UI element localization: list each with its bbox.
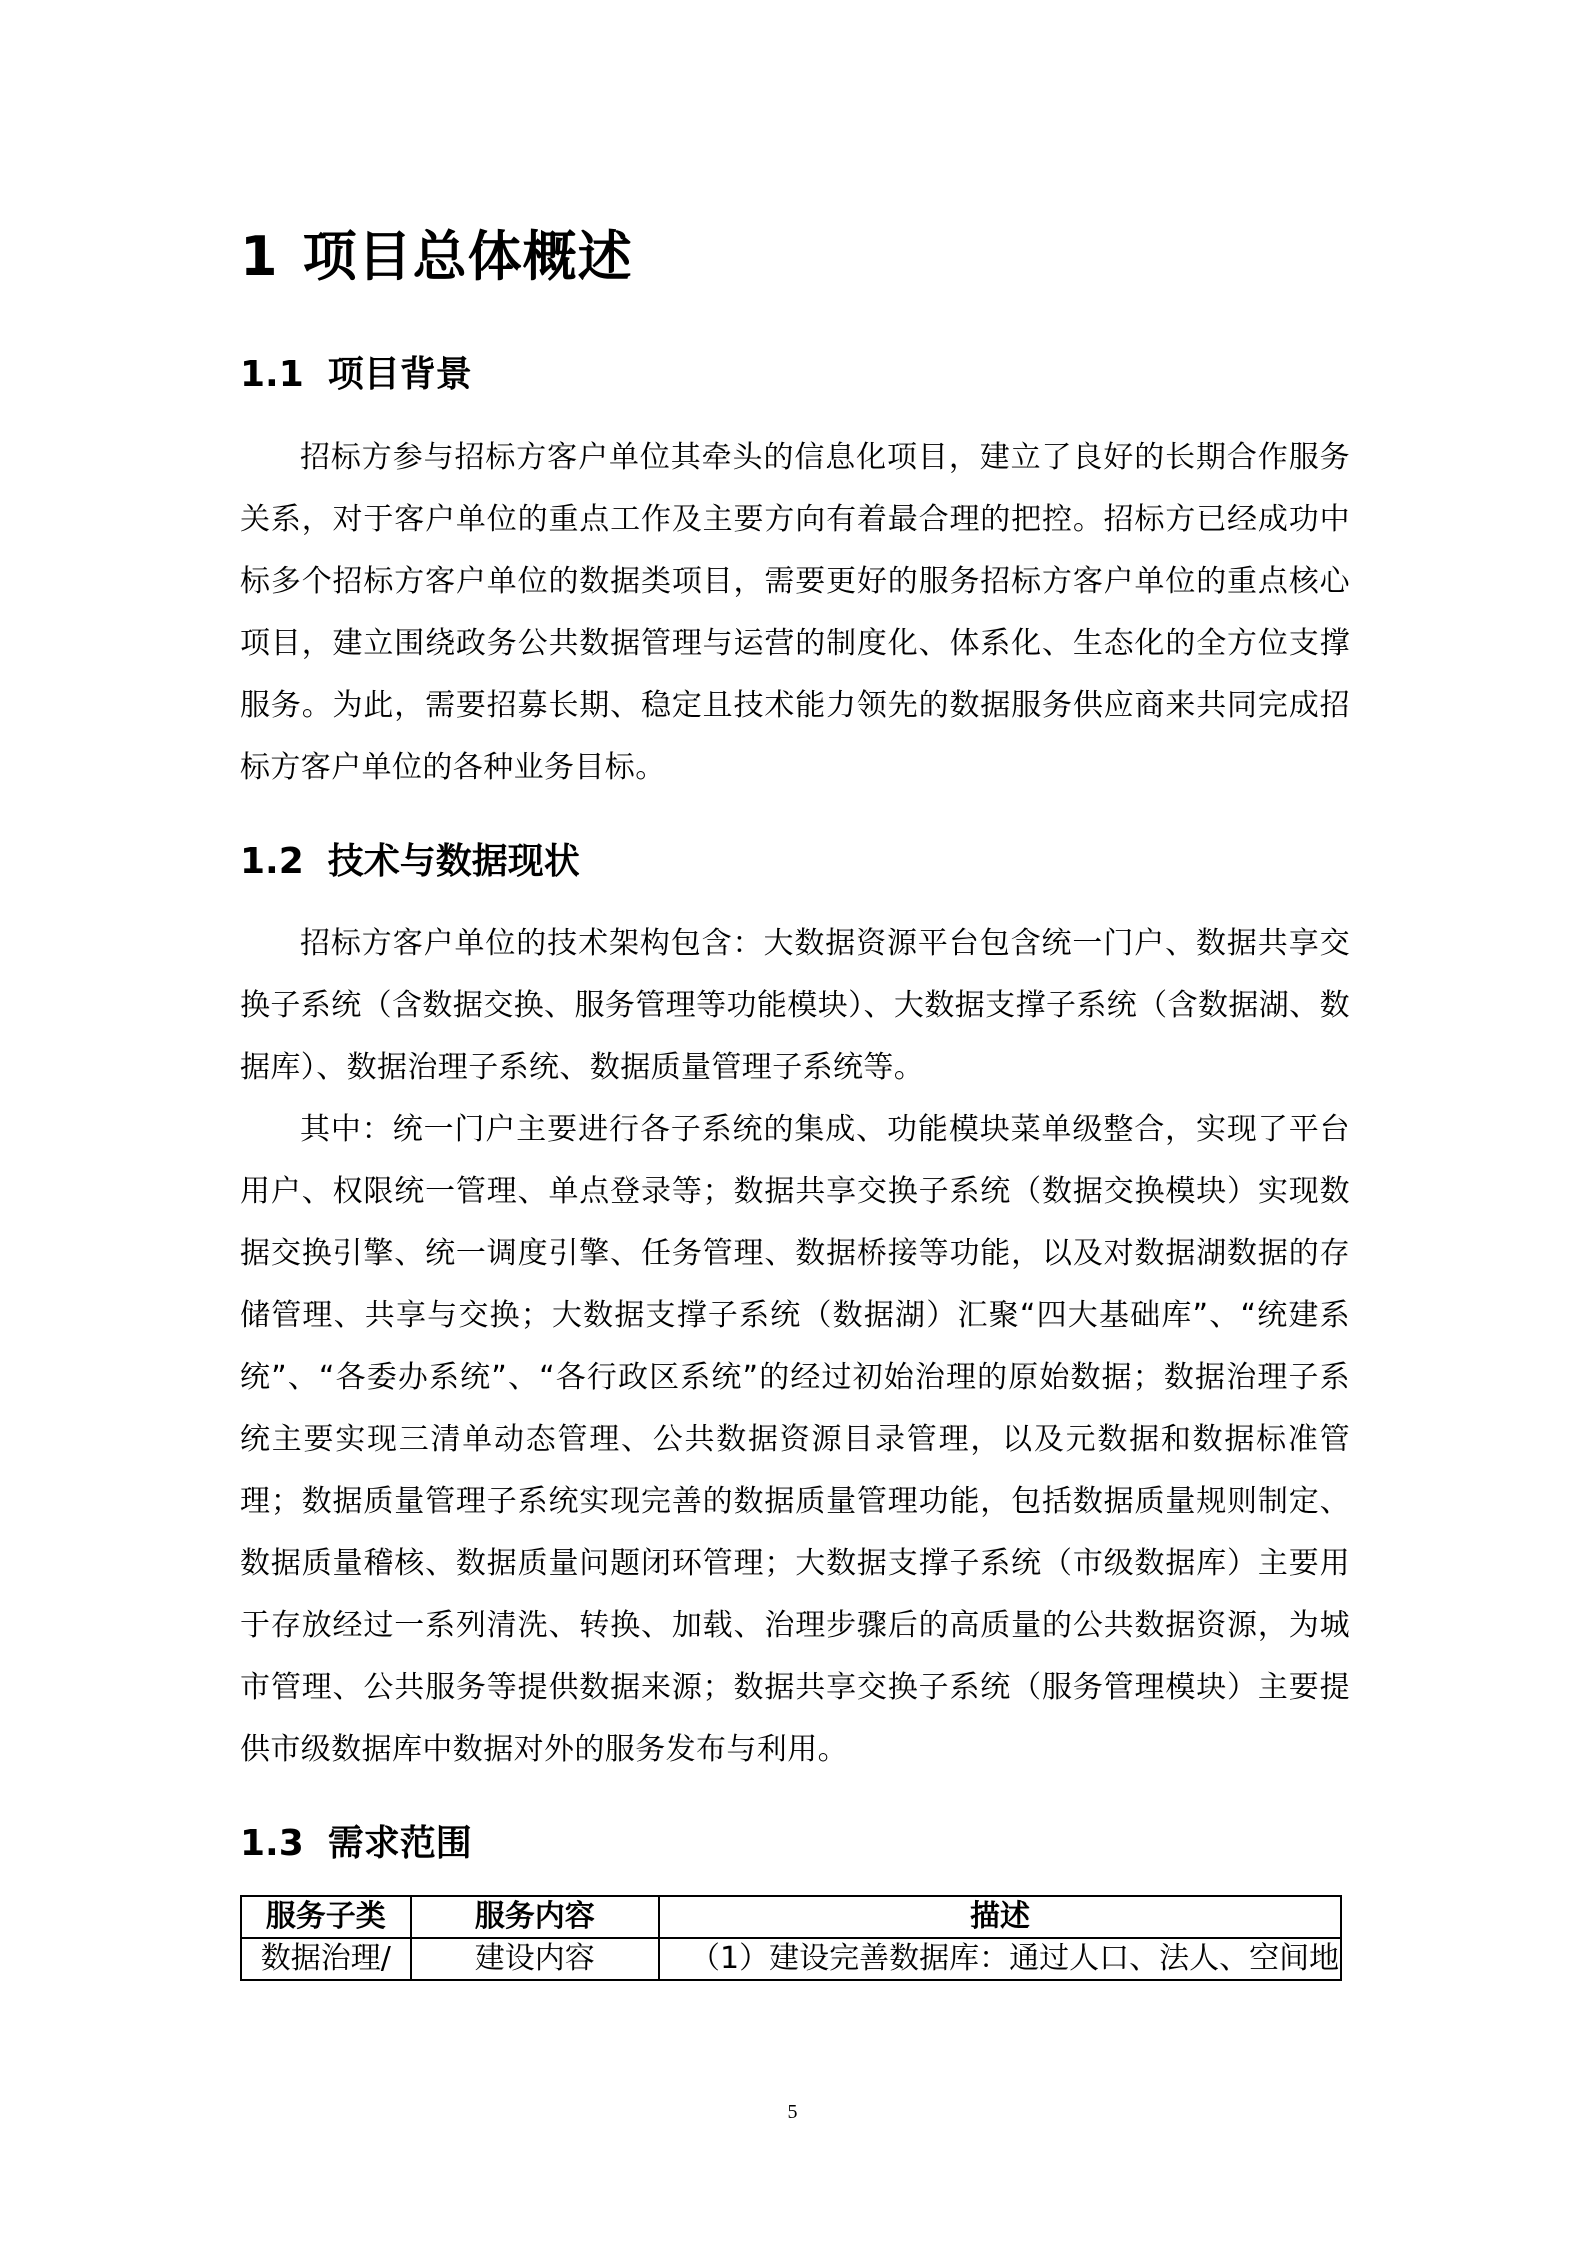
table-row — [241, 1938, 1341, 1980]
table-header-cell: 描述 — [659, 1896, 1341, 1938]
section-title: 技术与数据现状 — [327, 841, 580, 882]
table-header-row — [241, 1896, 1341, 1938]
section-number: 1.2 — [240, 841, 304, 882]
paragraph-tech-architecture: 招标方客户单位的技术架构包含：大数据资源平台包含统一门户、数据共享交换子系统（含数据交换、服务管理等功能模块）、大数据支撑子系统（含数据湖、数据库）、数据治理子系统、数据质量管理子系统等。 — [240, 926, 1350, 1085]
table-header-cell: 服务子类 — [241, 1896, 411, 1938]
section-title: 项目背景 — [327, 354, 472, 395]
chapter-number: 1 — [240, 225, 279, 288]
section-heading-1-3 — [240, 1819, 1350, 1869]
table-header-cell: 服务内容 — [411, 1896, 659, 1938]
chapter-heading — [240, 222, 1350, 292]
page-content — [240, 222, 1350, 1981]
section-title: 需求范围 — [327, 1823, 472, 1864]
section-heading-1-2 — [240, 837, 1350, 887]
page-number: 5 — [787, 2101, 798, 2123]
requirements-table — [240, 1895, 1342, 1981]
table-cell: 数据治理/ — [241, 1938, 411, 1980]
paragraph-tech-details: 其中：统一门户主要进行各子系统的集成、功能模块菜单级整合，实现了平台用户、权限统一管理、单点登录等；数据共享交换子系统（数据交换模块）实现数据交换引擎、统一调度引擎、任务管理、数据桥接等功能，以及对数据湖数据的存储管理、共享与交换；大数据支撑子系统（数据湖）汇聚“四大基础库”、“统建系统”、“各委办系统”、“各行政区系统”的经过初始治理的原始数据；数据治理子系统主要实现三清单动态管理、公共数据资源目录管理，以及元数据和数据标准管理；数据质量管理子系统实现完善的数据质量管理功能，包括数据质量规则制定、数据质量稽核、数据质量问题闭环管理；大数据支撑子系统（市级数据库）主要用于存放经过一系列清洗、转换、加载、治理步骤后的高质量的公共数据资源，为城市管理、公共服务等提供数据来源；数据共享交换子系统（服务管理模块）主要提供市级数据库中数据对外的服务发布与利用。 — [240, 1112, 1350, 1767]
table-cell: 建设内容 — [411, 1938, 659, 1980]
section-number: 1.3 — [240, 1823, 304, 1864]
section-heading-1-1 — [240, 350, 1350, 400]
chapter-title: 项目总体概述 — [302, 225, 633, 288]
paragraph-background: 招标方参与招标方客户单位其牵头的信息化项目，建立了良好的长期合作服务关系，对于客户单位的重点工作及主要方向有着最合理的把控。招标方已经成功中标多个招标方客户单位的数据类项目，需要更好的服务招标方客户单位的重点核心项目，建立围绕政务公共数据管理与运营的制度化、体系化、生态化的全方位支撑服务。为此，需要招募长期、稳定且技术能力领先的数据服务供应商来共同完成招标方客户单位的各种业务目标。 — [240, 440, 1350, 785]
section-number: 1.1 — [240, 354, 304, 395]
table-cell: （1）建设完善数据库：通过人口、法人、空间地 — [659, 1938, 1341, 1980]
